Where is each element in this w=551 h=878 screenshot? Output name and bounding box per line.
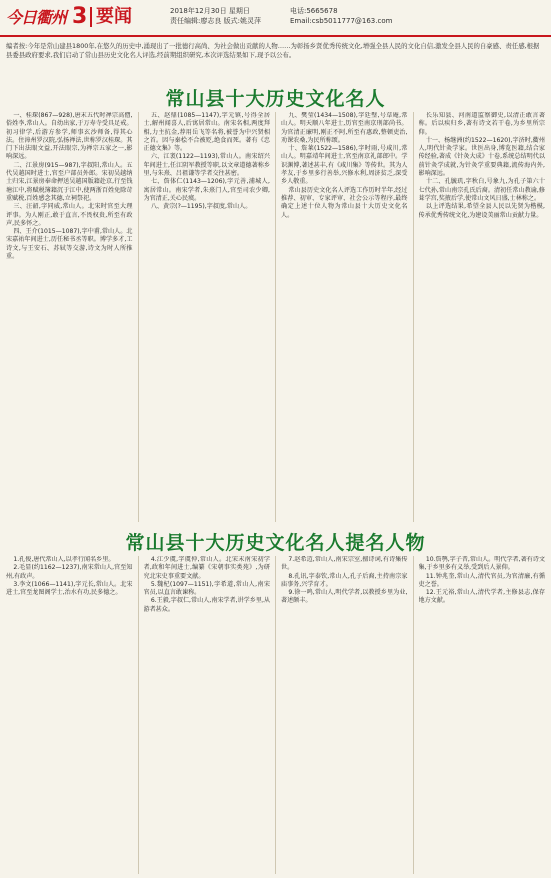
paragraph: 七、詹体仁(1143—1206),字元善,浦城人,寓居常山。南宋学者,朱熹门人,官至司农少卿,为官清正,关心民瘼。 (143, 178, 270, 202)
column-divider (275, 556, 276, 874)
header-rule (0, 35, 551, 37)
paragraph: 十二、孔毓玑,字秋白,号象九,为孔子第六十七代孙,常山南宗孔氏后裔。清初任常山教谕,修葺学宫,奖掖后学,使常山文风日盛,士林称之。 (418, 178, 545, 202)
paragraph: 9.徐一鸣,常山人,明代学者,以教授乡里为业,著述颇丰。 (281, 589, 408, 605)
paragraph: 四、王介(1015—1087),字中甫,常山人。北宋嘉祐年间进士,历任秘书丞等职。博学多才,工诗文,与王安石、苏轼等交游,诗文为时人所推重。 (6, 228, 133, 261)
article-column (144, 556, 271, 874)
paragraph: 以上评选结果,希望全县人民以先贤为楷模,传承优秀传统文化,为建设美丽常山贡献力量。 (418, 203, 545, 219)
newspaper-logo: 今日衢州 (6, 8, 67, 27)
article-column (6, 556, 133, 874)
paragraph: 11.钟兆奎,常山人,清代官员,为官清廉,有循吏之誉。 (418, 572, 545, 588)
contact-meta (290, 6, 392, 26)
editor-note: 编者按:今年是常山建县1800年,在悠久的历史中,涌现出了一批德行高尚、为社会做出贡献的人物……为彰扬乡贤优秀传统文化,增强全县人民的文化自信,激发全县人民的自豪感、责任感,根据县委县政府要求,我们启动了常山县历史文化名人评选,经前期组织研究,本次评选结果如下,现予以公布。 (6, 42, 540, 59)
paragraph: 三、汪韶,字同威,常山人。北宋时官至大理评事。为人刚正,敢于直言,不畏权贵,所至有政声,民多怀之。 (6, 203, 133, 227)
paragraph: 7.赵希迈,常山人,南宋宗室,擅诗词,有诗集传世。 (281, 556, 408, 572)
paragraph: 八、黄宗(?—1195),字叔度,常山人。 (150, 203, 252, 211)
phone: 电话:5665678 (290, 7, 338, 15)
paragraph: 九、樊莹(1434—1508),字廷璧,号草庵,常山人。明天顺八年进士,历官至南京刑部尚书。为官清正廉明,刚正不阿,所至有惠政,整顿吏治,劝课农桑,为民所称颂。 (281, 112, 408, 144)
paragraph: 6.王毅,字叔仁,常山人,南宋学者,讲学乡里,从游者甚众。 (143, 597, 270, 613)
paragraph: 十一、杨继洲(约1522—1620),字济时,衢州人,明代针灸学家。世医出身,博览医籍,结合家传经验,著成《针灸大成》十卷,系统总结明代以前针灸学成就,为针灸学重要典籍,流传海内外,影响深远。 (418, 136, 545, 178)
nominees-headline: 常山县十大历史文化名人提名人物 (125, 532, 426, 554)
column-divider (413, 556, 414, 874)
paragraph: 1.孔俊,唐代常山人,以孝行闻名乡里。 (13, 556, 115, 563)
paragraph: 10.詹鹗,字子晋,常山人。明代学者,著有诗文集,于乡里多有义举,受到后人景仰。 (418, 556, 545, 572)
article-column (144, 112, 271, 522)
paragraph: 二、江景房(915—987),字叔阳,常山人。五代吴越国时进士,官至户部员外郎。宋初吴越纳土归宋,江景房奉命押送吴越国版籍赴京,行至钱塘江中,将赋税簿籍沉于江中,使两浙百姓免除苛重赋税,百姓感念其德,立祠祭祀。 (6, 161, 133, 202)
paragraph: 一、桂琛(867—928),唐末五代时禅宗高僧,俗姓李,常山人。自幼出家,于万寿寺受具足戒。初习律学,后游方参学,师事玄沙师备,得其心法。住漳州罗汉院,弘扬禅法,世称罗汉桂琛。其门下出法眼文益,开法眼宗,为禅宗五家之一,影响深远。 (6, 112, 133, 161)
column-divider (138, 556, 139, 874)
issue-date: 2018年12月30日 星期日 (170, 7, 250, 15)
article-column (419, 556, 546, 874)
article-headline: 常山县十大历史文化名人 (165, 88, 386, 110)
masthead (0, 0, 551, 38)
paragraph: 长乐知县、河南道监察御史,以清正敢言著称。后以疾归乡,著有诗文若干卷,为乡里所宗仰。 (418, 112, 545, 136)
paragraph: 3.李文(1066—1141),字元长,常山人。北宋进士,官至龙图阁学士,治水有功,民多德之。 (6, 580, 133, 597)
paragraph: 4.江少虞,字虞仲,常山人。北宋末南宋初学者,政和年间进士,编纂《宋朝事实类苑》,为研究北宋史事重要文献。 (143, 556, 270, 580)
paragraph: 12.王元裕,常山人,清代学者,主修县志,保存地方文献。 (418, 589, 545, 605)
paragraph: 常山县历史文化名人评选工作历时半年,经过推荐、初审、专家评审、社会公示等程序,最终确定上述十位人物为常山县十大历史文化名人。 (281, 186, 408, 219)
article-column (419, 112, 546, 522)
paragraph: 六、江袤(1122—1193),常山人。南宋绍兴年间进士,任江阴军教授等职,以文章道德著称乡里,与朱熹、吕祖谦等学者交往甚密。 (143, 153, 270, 178)
column-divider (275, 112, 276, 522)
paragraph: 五、赵鼎(1085—1147),字元镇,号得全居士,解州闻喜人,后寓居常山。南宋名相,两度拜相,力主抗金,荐用岳飞等名将,被誉为中兴贤相之首。因与秦桧不合被贬,绝食而死。著有《忠正德文集》等。 (143, 112, 270, 153)
issue-meta (170, 6, 261, 26)
section-title: 要闻 (96, 6, 132, 27)
paragraph: 十、詹莱(1522—1586),字时雨,号咸川,常山人。明嘉靖年间进士,官至南京礼部郎中。学识渊博,著述甚丰,有《咸川集》等传世。其为人孝友,于乡里多行善举,兴修水利,周济贫乏,深受乡人敬重。 (281, 145, 408, 186)
paragraph: 5.魏杞(1097—1151),字希道,常山人,南宋官员,以直言敢谏称。 (143, 580, 270, 597)
article-column (6, 112, 133, 522)
column-divider (413, 112, 414, 522)
paragraph: 8.孔讯,字泰钦,常山人,孔子后裔,主持南宗家庙事务,兴学育才。 (281, 572, 408, 588)
article-column (281, 112, 408, 522)
main-article-body (6, 112, 545, 522)
email: Email:csb5011777@163.com (290, 17, 393, 25)
page-number: 3 (72, 4, 88, 29)
nominees-article-body (6, 556, 545, 874)
editor-credit: 责任编辑:廖志良 版式:姚灵萍 (170, 17, 261, 25)
divider (90, 7, 92, 27)
column-divider (138, 112, 139, 522)
article-column (281, 556, 408, 874)
paragraph: 2.毛显(约1162—1237),南宋常山人,官至知州,有政声。 (6, 564, 133, 580)
